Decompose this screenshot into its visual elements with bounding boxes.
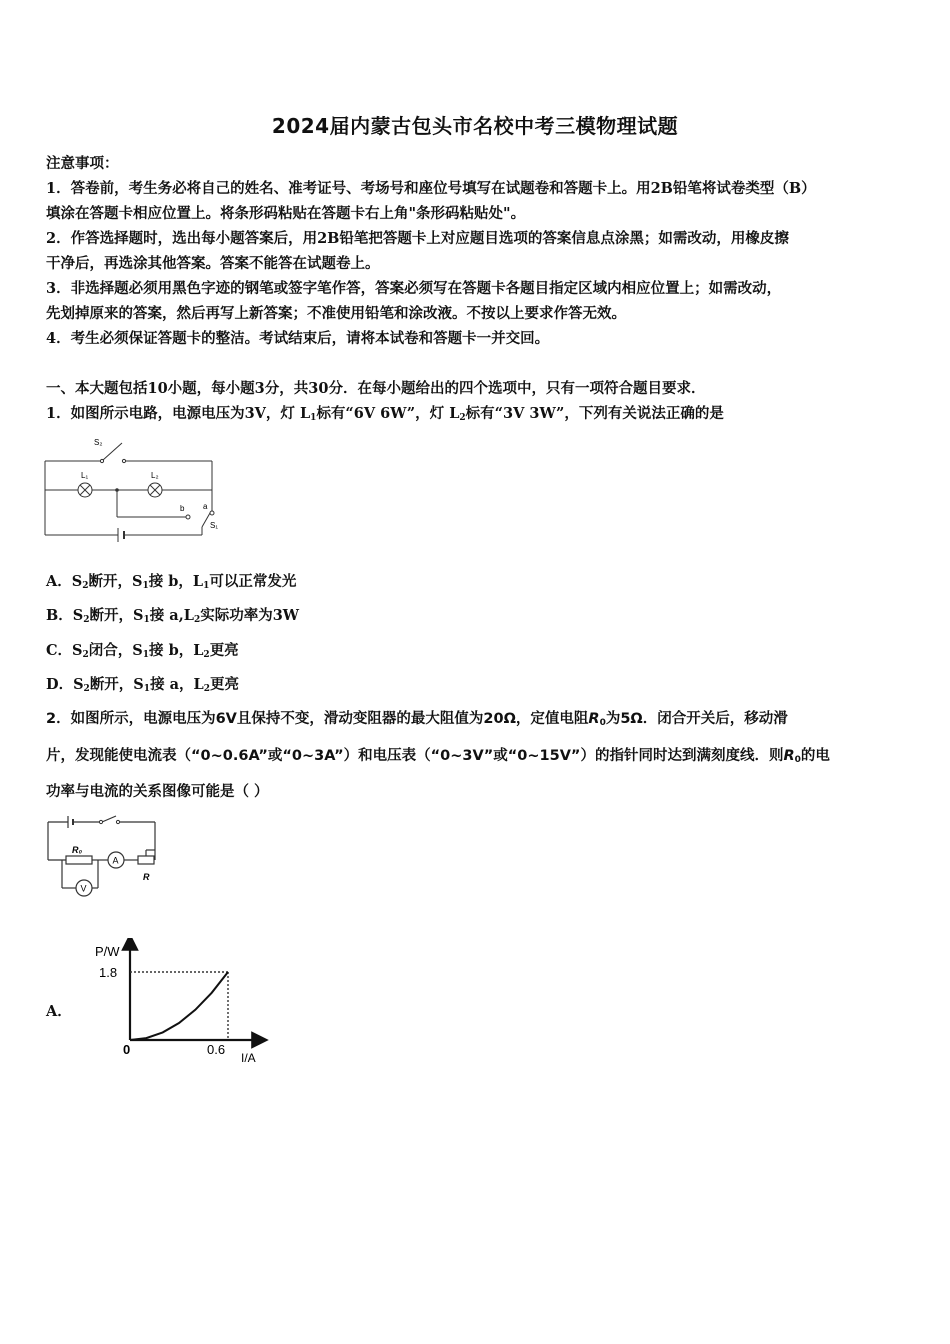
exam-title: 2024届内蒙古包头市名校中考三模物理试题 (271, 114, 679, 138)
label-r: R (143, 872, 150, 882)
q1-option-b: B．$S_2$断开，$S_1$接 $a,L_2$实际功率为3W (46, 607, 300, 625)
q2-option-a-chart (85, 938, 275, 1068)
q1-option-d: D．$S_2$断开，$S_1$接 a，$L_2$更亮 (46, 676, 239, 694)
terminal-b (186, 515, 190, 519)
question-2-stem-line1: 2．如图所示，电源电压为6V且保持不变，滑动变阻器的最大阻值为20Ω，定值电阻$R_0$为5Ω．闭合开关后，移动滑 (46, 711, 788, 728)
y-tick-label: 1.8 (99, 965, 118, 980)
switch-s1-blade (202, 513, 210, 527)
switch-terminal (122, 459, 125, 462)
q2-circuit-diagram (40, 812, 170, 902)
label-r0: R₀ (72, 845, 83, 855)
switch-s2-blade (103, 443, 122, 460)
x-axis-label: I/A (241, 1051, 256, 1065)
question-2-stem-line3: 功率与电流的关系图像可能是（ ） (46, 784, 269, 800)
question-2-stem-line2: 片，发现能使电流表（“0~0.6A”或“0~3A”）和电压表（“0~3V”或“0~15V”）的指针同时达到满刻度线．则$R_0$的电 (46, 748, 830, 765)
notice-line: 3．非选择题必须用黑色字迹的钢笔或签字笔作答，答案必须写在答题卡各题目指定区域内相应位置上；如需改动， (46, 280, 782, 297)
q1-circuit-diagram (40, 433, 230, 555)
label-b: b (180, 504, 185, 513)
q1-option-a: A．$S_2$断开，$S_1$接 b，$L_1$可以正常发光 (46, 573, 297, 591)
q2-option-a-label: A． (46, 1003, 72, 1020)
junction-dot (115, 488, 119, 492)
label-s2: S₂ (94, 438, 103, 447)
rheostat-r (138, 856, 154, 864)
x-tick-label: 0.6 (207, 1042, 226, 1057)
label-l2: L₂ (151, 471, 159, 480)
q1-text: 1．如图所示电路，电源电压为3V，灯 L (46, 405, 311, 422)
y-axis-label: P/W (95, 944, 120, 959)
notice-line: 先划掉原来的答案，然后再写上新答案；不准使用铅笔和涂改液。不按以上要求作答无效。 (46, 305, 626, 322)
notice-line: 1．答卷前，考生务必将自己的姓名、准考证号、考场号和座位号填写在试题卷和答题卡上。用2B铅笔将试卷类型（B） (46, 180, 816, 197)
label-s1: S₁ (210, 521, 219, 530)
label-a: a (203, 502, 208, 511)
origin-label: 0 (123, 1042, 131, 1057)
q1-sub: 2 (459, 413, 466, 423)
series-line-p-i (130, 972, 228, 1040)
q1-option-c: C．$S_2$闭合，$S_1$接 b，$L_2$更亮 (46, 642, 239, 660)
q1-text: 标有“6V 6W”，灯 L (316, 405, 460, 422)
question-1-stem (46, 402, 906, 423)
notice-line: 2．作答选择题时，选出每小题答案后，用2B铅笔把答题卡上对应题目选项的答案信息点涂黑；如需改动，用橡皮擦 (46, 230, 789, 247)
switch-blade (102, 816, 116, 822)
notice-line: 填涂在答题卡相应位置上。将条形码粘贴在答题卡右上角"条形码粘贴处"。 (46, 205, 526, 222)
q1-text: 标有“3V 3W”，下列有关说法正确的是 (465, 405, 724, 422)
notice-line: 4．考生必须保证答题卡的整洁。考试结束后，请将本试卷和答题卡一并交回。 (46, 330, 550, 347)
label-voltmeter: V (80, 883, 87, 894)
label-l1: L₁ (81, 471, 89, 480)
notice-heading: 注意事项： (46, 155, 119, 172)
resistor-r0 (66, 856, 92, 864)
section-heading: 一、本大题包括10小题，每小题3分，共30分．在每小题给出的四个选项中，只有一项符合题目要求． (46, 380, 706, 397)
label-ammeter: A (112, 855, 119, 866)
notice-line: 干净后，再选涂其他答案。答案不能答在试题卷上。 (46, 255, 380, 272)
q1-sub: 1 (310, 413, 317, 423)
terminal-a (210, 511, 214, 515)
